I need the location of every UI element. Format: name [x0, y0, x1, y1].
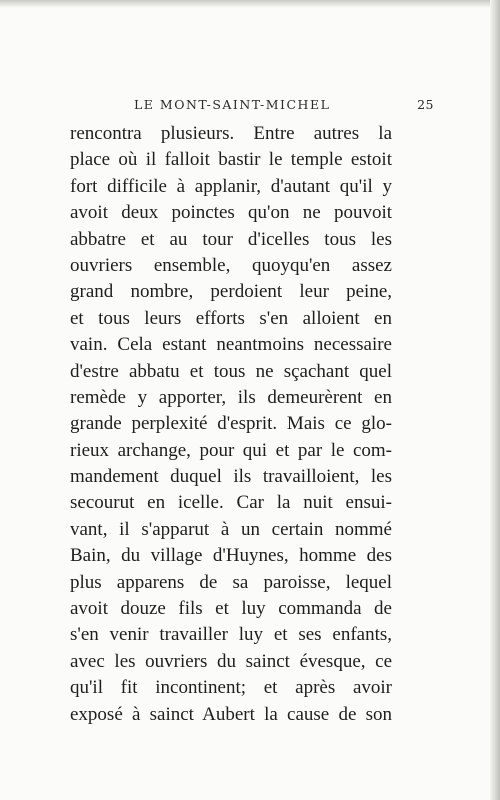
text-line: s'en venir travailler luy et ses enfants,: [70, 624, 392, 646]
text-line: avoit douze fils et luy commanda de: [70, 598, 392, 620]
text-line: remède y apporter, ils demeurèrent en: [70, 386, 392, 408]
page-right-edge-shadow: [490, 0, 500, 800]
running-head: LE MONT-SAINT-MICHEL: [134, 97, 331, 112]
text-line: exposé à sainct Aubert la cause de son: [70, 703, 392, 725]
text-line: plus apparens de sa paroisse, lequel: [70, 571, 392, 593]
page-top-edge-shadow: [0, 0, 500, 8]
text-line: grande perplexité d'esprit. Mais ce glo-: [70, 413, 392, 435]
text-line: mandement duquel ils travailloient, les: [70, 466, 392, 488]
text-line: avec les ouvriers du sainct évesque, ce: [70, 650, 392, 672]
body-text: [70, 121, 392, 728]
text-line: vain. Cela estant neantmoins necessaire: [70, 334, 392, 356]
text-line: d'estre abbatu et tous ne sçachant quel: [70, 360, 392, 382]
page-number: 25: [417, 97, 434, 112]
text-line: qu'il fit incontinent; et après avoir: [70, 677, 392, 699]
text-line: secourut en icelle. Car la nuit ensui-: [70, 492, 392, 514]
text-line: fort difficile à applanir, d'autant qu'il y: [70, 175, 392, 197]
text-line: abbatre et au tour d'icelles tous les: [70, 228, 392, 250]
text-line: et tous leurs efforts s'en alloient en: [70, 307, 392, 329]
text-line: avoit deux poinctes qu'on ne pouvoit: [70, 202, 392, 224]
text-line: rieux archange, pour qui et par le com-: [70, 439, 392, 461]
text-line: ouvriers ensemble, quoyqu'en assez: [70, 254, 392, 276]
page-header: [134, 97, 434, 117]
text-line: grand nombre, perdoient leur peine,: [70, 281, 392, 303]
text-line: rencontra plusieurs. Entre autres la: [70, 123, 392, 144]
text-line: vant, il s'apparut à un certain nommé: [70, 518, 392, 540]
text-line: place où il falloit bastir le temple estoit: [70, 149, 392, 171]
text-line: Bain, du village d'Huynes, homme des: [70, 545, 392, 567]
